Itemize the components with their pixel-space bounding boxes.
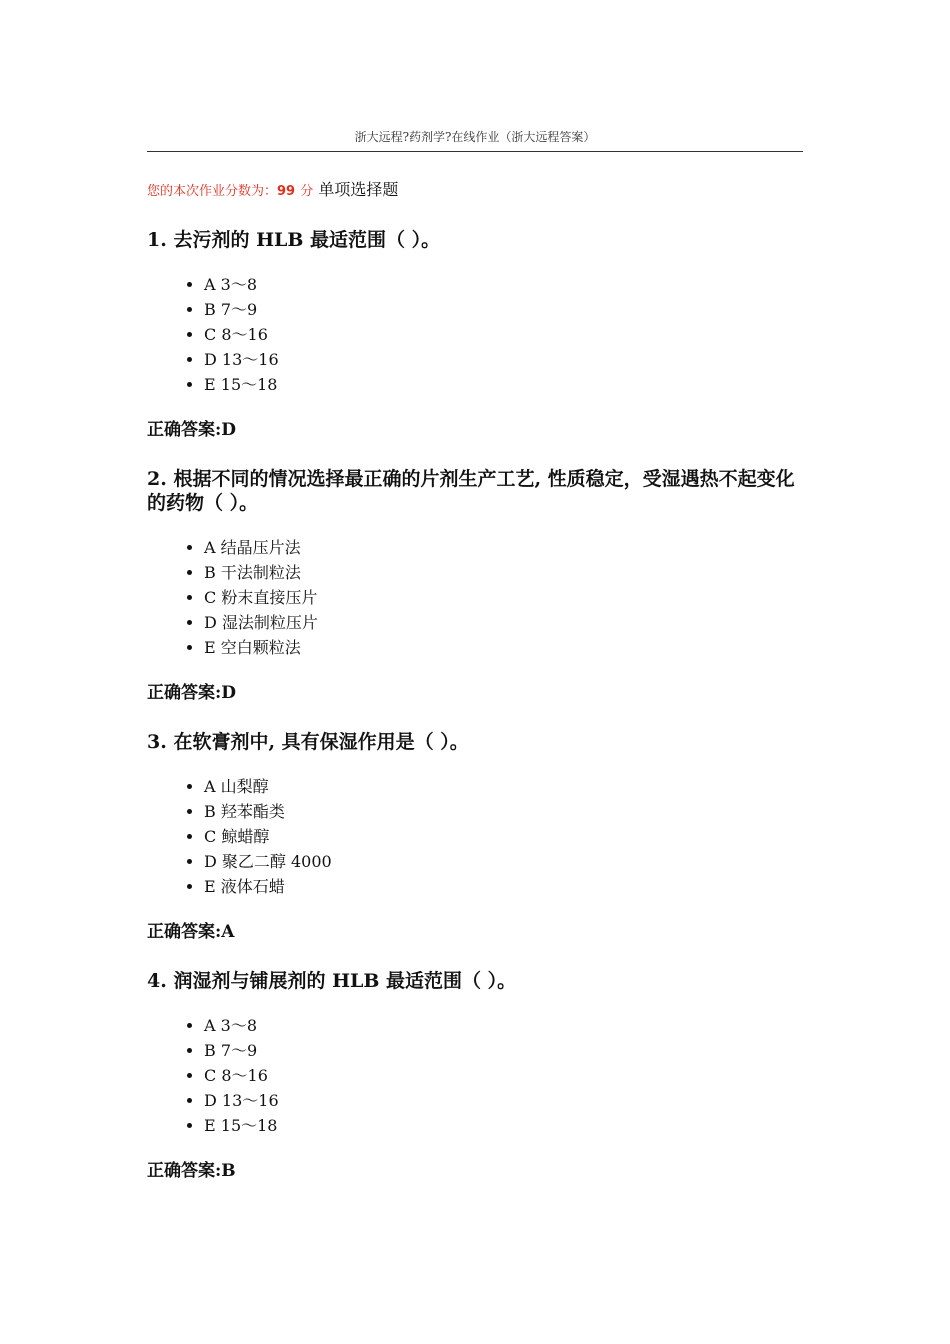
option-item: • C 粉末直接压片 <box>204 585 803 610</box>
option-item: • E 15～18 <box>204 1113 803 1138</box>
option-item: • E 液体石蜡 <box>204 874 803 899</box>
question-title: 1. 去污剂的 HLB 最适范围（ ）。 <box>147 229 441 251</box>
option-item: • A 3～8 <box>204 1013 803 1038</box>
section-title: 单项选择题 <box>318 180 399 199</box>
option-item: • B 7～9 <box>204 297 803 322</box>
correct-answer: 正确答案:B <box>147 1161 236 1181</box>
option-item: • C 8～16 <box>204 1063 803 1088</box>
header-title: 浙大远程?药剂学?在线作业（浙大远程答案） <box>354 130 596 144</box>
correct-answer: 正确答案:D <box>147 420 237 440</box>
option-item: • E 15～18 <box>204 372 803 397</box>
page-header <box>147 128 803 152</box>
options-list <box>147 774 803 899</box>
option-item: • D 13～16 <box>204 347 803 372</box>
score-unit: 分 <box>300 184 314 199</box>
question-3 <box>147 730 803 943</box>
question-1 <box>147 228 803 441</box>
question-4 <box>147 969 803 1182</box>
option-item: • C 8～16 <box>204 322 803 347</box>
option-item: • D 湿法制粒压片 <box>204 610 803 635</box>
score-line <box>147 180 803 202</box>
option-item: • A 结晶压片法 <box>204 535 803 560</box>
question-title: 2. 根据不同的情况选择最正确的片剂生产工艺, 性质稳定，受湿遇热不起变化的药物（ ）。 <box>147 468 795 514</box>
option-item: • E 空白颗粒法 <box>204 635 803 660</box>
option-item: • A 3～8 <box>204 272 803 297</box>
option-item: • B 羟苯酯类 <box>204 799 803 824</box>
question-2 <box>147 467 803 704</box>
option-item: • A 山梨醇 <box>204 774 803 799</box>
score-value: 99 <box>277 184 296 199</box>
correct-answer: 正确答案:D <box>147 683 237 703</box>
correct-answer: 正确答案:A <box>147 922 235 942</box>
option-item: • C 鲸蜡醇 <box>204 824 803 849</box>
option-item: • B 7～9 <box>204 1038 803 1063</box>
document-page <box>147 0 803 1182</box>
options-list <box>147 272 803 397</box>
question-title: 3. 在软膏剂中, 具有保湿作用是（ ）。 <box>147 731 469 753</box>
option-item: • D 聚乙二醇 4000 <box>204 849 803 874</box>
options-list <box>147 1013 803 1138</box>
option-item: • B 干法制粒法 <box>204 560 803 585</box>
option-item: • D 13～16 <box>204 1088 803 1113</box>
score-label: 您的本次作业分数为： <box>147 184 278 199</box>
options-list <box>147 535 803 660</box>
question-title: 4. 润湿剂与铺展剂的 HLB 最适范围（ ）。 <box>147 970 517 992</box>
